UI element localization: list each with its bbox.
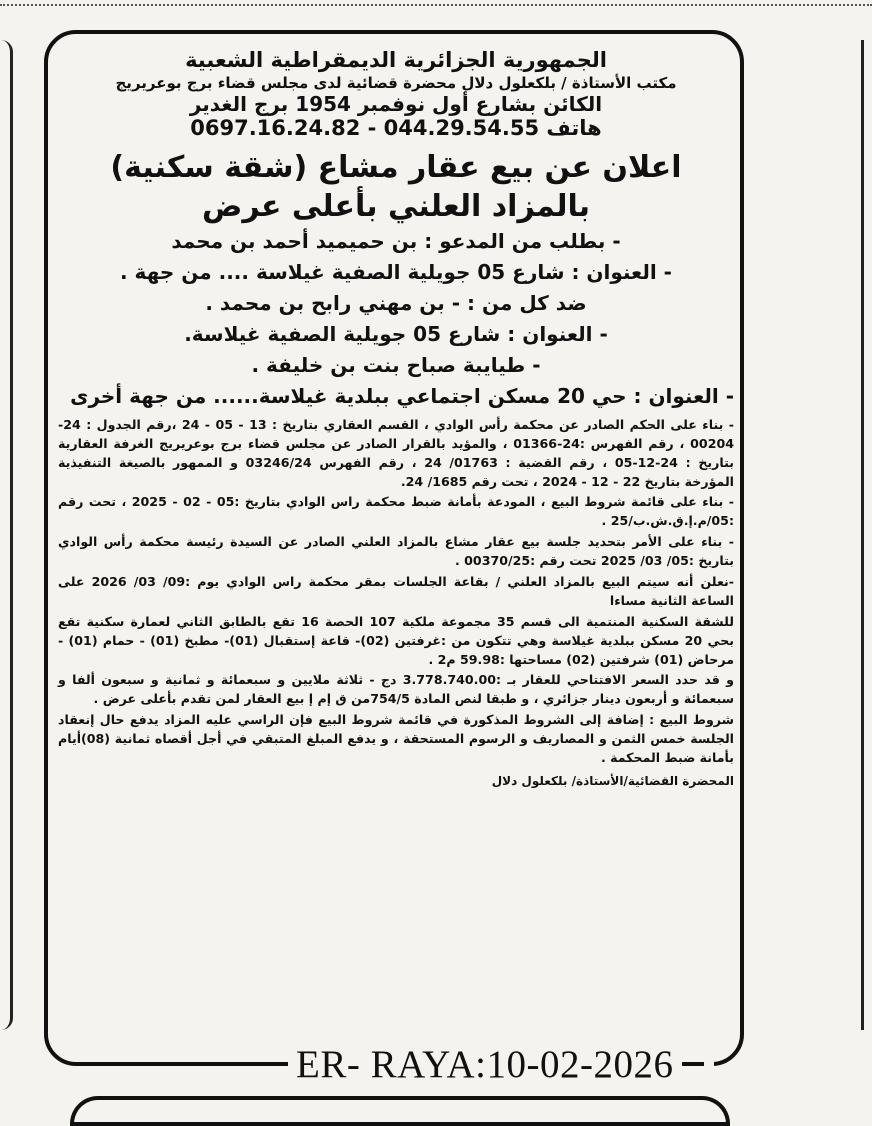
next-announcement-frame <box>70 1096 730 1126</box>
office-address: الكائن بشارع أول نوفمبر 1954 برج الغدير <box>189 91 603 116</box>
adjacent-column-border-left <box>0 40 13 1030</box>
top-dotted-rule <box>0 4 872 6</box>
announcement-body <box>58 416 734 768</box>
adjacent-column-border-right <box>861 40 872 1030</box>
footer-rule-right <box>682 1062 704 1066</box>
paragraph-terms: شروط البيع : إضافة إلى الشروط المذكورة في قائمة شروط البيع فإن الراسي عليه المزاد يدفع حال إنعقاد الجلسة خمس الثمن و المصاريف و الرسوم المستحقة ، و يدفع المبلغ المتبقي في أجل أقصاه ثمانية (08)أيام بأمانة ضبط المحكمة . <box>58 712 734 766</box>
office-line: مكتب الأستاذة / بلكعلول دلال محضرة قضائية لدى مجلس قضاء برج بوعريريج <box>115 73 677 92</box>
paragraph-property: للشقة السكنية المنتمية الى قسم 35 مجموعة ملكية 107 الحصة 16 تقع بالطابق الثاني لعمارة سكنية تقع بحي 20 مسكن ببلدية غيلاسة وهي تتكون من :غرفتين (02)- قاعة إستقبال (01)- مطبخ (01) - حمام (01) - مرحاض (01) شرفتين (02) مساحتها :59.98 م2 . <box>58 613 735 667</box>
paragraph-conditions: - بناء على قائمة شروط البيع ، المودعة بأمانة ضبط محكمة راس الوادي بتاريخ :05 - 02 - 2025 ، تحت رقم :05/م.إ.ق.ش.ب/25 . <box>58 494 735 529</box>
defendant1-address: - العنوان : شارع 05 جويلية الصفية غيلاسة. <box>184 321 608 346</box>
publication-date: ER- RAYA:10-02-2026 <box>296 1042 674 1086</box>
plaintiff-address: - العنوان : شارع 05 جويلية الصفية غيلاسة .... من جهة . <box>120 259 672 284</box>
paragraph-sale-date: -نعلن أنه سيتم البيع بالمزاد العلني / بقاعة الجلسات بمقر محكمة راس الوادي يوم :09/ 03/ 2026 على الساعة الثانية مساءا <box>58 574 735 608</box>
announcement-content <box>58 48 734 788</box>
paragraph-judgment: - بناء على الحكم الصادر عن محكمة رأس الوادي ، القسم العقاري بتاريخ : 13 - 05 - 24 ،رقم الجدول : 24-00204 ، رقم الفهرس :24-01366 ، والمؤيد بالقرار الصادر عن مجلس قضاء برج بوعريريج الغرفة العقارية بتاريخ : 24-12-05 ، رقم القضية : 01763/ 24 ، رقم الفهرس 03246/24 و الممهور بالصيغة التنفيذية المؤرخة بتاريخ 22 - 12 - 2024 ، تحت رقم 1685/ 24. <box>58 416 735 489</box>
signature: المحضرة القضائية/الأستاذة/ بلكعلول دلال <box>491 773 734 788</box>
publication-footer <box>240 1036 714 1092</box>
phone-numbers: 0697.16.24.82 - 044.29.54.55 <box>190 116 540 141</box>
announcement-title: اعلان عن بيع عقار مشاع (شقة سكنية) بالمزاد العلني بأعلى عرض <box>110 149 682 224</box>
against-line: ضد كل من : - بن مهني رابح بن محمد . <box>205 290 587 315</box>
phone-line <box>58 116 734 142</box>
republic-heading: الجمهورية الجزائرية الديمقراطية الشعبية <box>185 48 607 72</box>
footer-rule-left <box>240 1062 288 1066</box>
defendant2-line: - طيايبة صباح بنت بن خليفة . <box>251 352 541 377</box>
defendant2-address: - العنوان : حي 20 مسكن اجتماعي ببلدية غيلاسة...... من جهة أخرى <box>70 383 734 408</box>
paragraph-order: - بناء على الأمر بتحديد جلسة بيع عقار مشاع بالمزاد العلني الصادر عن السيدة رئيسة محكمة رأس الوادي بتاريخ :05/ 03/ 2025 تحت رقم :00370/25 . <box>58 534 734 569</box>
phone-label: هاتف <box>546 116 602 141</box>
paragraph-price: و قد حدد السعر الافتتاحي للعقار بـ :3.778.740.00 دج - ثلاثة ملايين و سبعمائة و ثمانية و سبعون ألفا و سبعمائة و أربعون دينار جزائري ، و طبقا لنص المادة 754/5من ق إم إ بيع العقار لمن تقدم بأعلى عرض . <box>58 672 734 707</box>
plaintiff-line: - بطلب من المدعو : بن حميميد أحمد بن محمد <box>171 228 621 253</box>
